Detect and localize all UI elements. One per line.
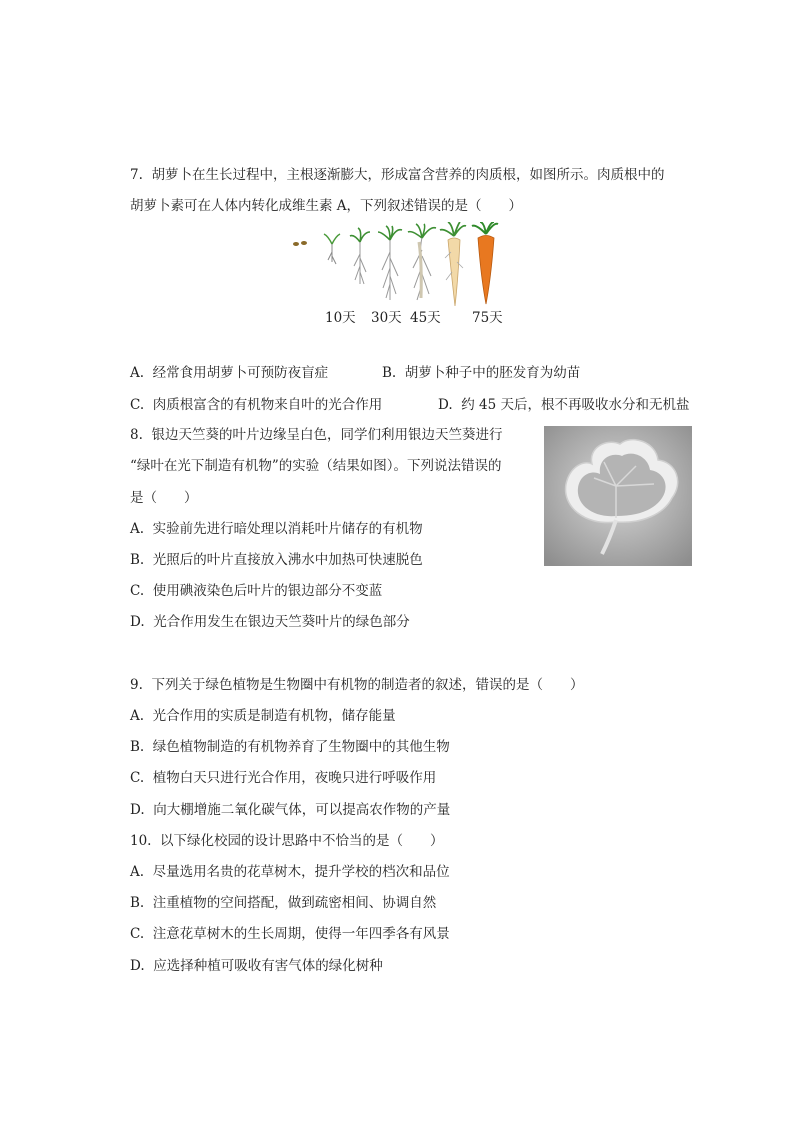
plant-30-days-icon — [378, 226, 402, 300]
seed-icon — [301, 241, 307, 245]
seedling-icon — [324, 234, 340, 264]
q9-stem: 9. 下列关于绿色植物是生物圈中有机物的制造者的叙述，错误的是（ ） — [130, 677, 584, 693]
figure-label-45-days: 45天 — [410, 310, 441, 326]
plant-10-days-icon — [350, 228, 370, 284]
plant-45-days-icon — [408, 224, 436, 300]
q7-stem-line2: 胡萝卜素可在人体内转化成维生素 A，下列叙述错误的是（ ） — [130, 198, 523, 214]
q7-option-a: A. 经常食用胡萝卜可预防夜盲症 — [130, 365, 329, 381]
leaf-experiment-photo — [544, 426, 692, 566]
figure-label-10-days: 10天 — [325, 310, 356, 326]
q10-stem: 10. 以下绿化校园的设计思路中不恰当的是（ ） — [130, 833, 444, 849]
q8-stem-line2: “绿叶在光下制造有机物”的实验（结果如图）。下列说法错误的 — [130, 458, 502, 474]
q7-option-d: D. 约 45 天后，根不再吸收水分和无机盐 — [438, 397, 690, 413]
q10-option-b: B. 注重植物的空间搭配，做到疏密相间、协调自然 — [130, 895, 437, 911]
q9-option-d: D. 向大棚增施二氧化碳气体，可以提高农作物的产量 — [130, 802, 451, 818]
q7-stem-line1: 7. 胡萝卜在生长过程中，主根逐渐膨大，形成富含营养的肉质根，如图所示。肉质根中的 — [130, 167, 665, 183]
figure-label-75-days: 75天 — [472, 310, 503, 326]
plant-orange-carrot-icon — [472, 222, 498, 304]
q10-option-c: C. 注意花草树木的生长周期，使得一年四季各有风景 — [130, 926, 450, 942]
q7-option-c: C. 肉质根富含的有机物来自叶的光合作用 — [130, 397, 383, 413]
q9-option-c: C. 植物白天只进行光合作用，夜晚只进行呼吸作用 — [130, 770, 437, 786]
plant-pale-carrot-icon — [440, 222, 466, 306]
q10-option-a: A. 尽量选用名贵的花草树木，提升学校的档次和品位 — [130, 864, 450, 880]
figure-label-30-days: 30天 — [371, 310, 402, 326]
q8-option-c: C. 使用碘液染色后叶片的银边部分不变蓝 — [130, 583, 383, 599]
q10-option-d: D. 应选择种植可吸收有害气体的绿化树种 — [130, 958, 383, 974]
q7-option-b: B. 胡萝卜种子中的胚发育为幼苗 — [382, 365, 581, 381]
q8-stem-line3: 是（ ） — [130, 490, 198, 506]
q9-option-a: A. 光合作用的实质是制造有机物，储存能量 — [130, 708, 396, 724]
q8-option-a: A. 实验前先进行暗处理以消耗叶片储存的有机物 — [130, 521, 423, 537]
q9-option-b: B. 绿色植物制造的有机物养育了生物圈中的其他生物 — [130, 739, 450, 755]
seed-icon — [293, 242, 299, 246]
q8-stem-line1: 8. 银边天竺葵的叶片边缘呈白色，同学们利用银边天竺葵进行 — [130, 427, 503, 443]
q8-option-b: B. 光照后的叶片直接放入沸水中加热可快速脱色 — [130, 552, 423, 568]
q8-option-d: D. 光合作用发生在银边天竺葵叶片的绿色部分 — [130, 614, 410, 630]
